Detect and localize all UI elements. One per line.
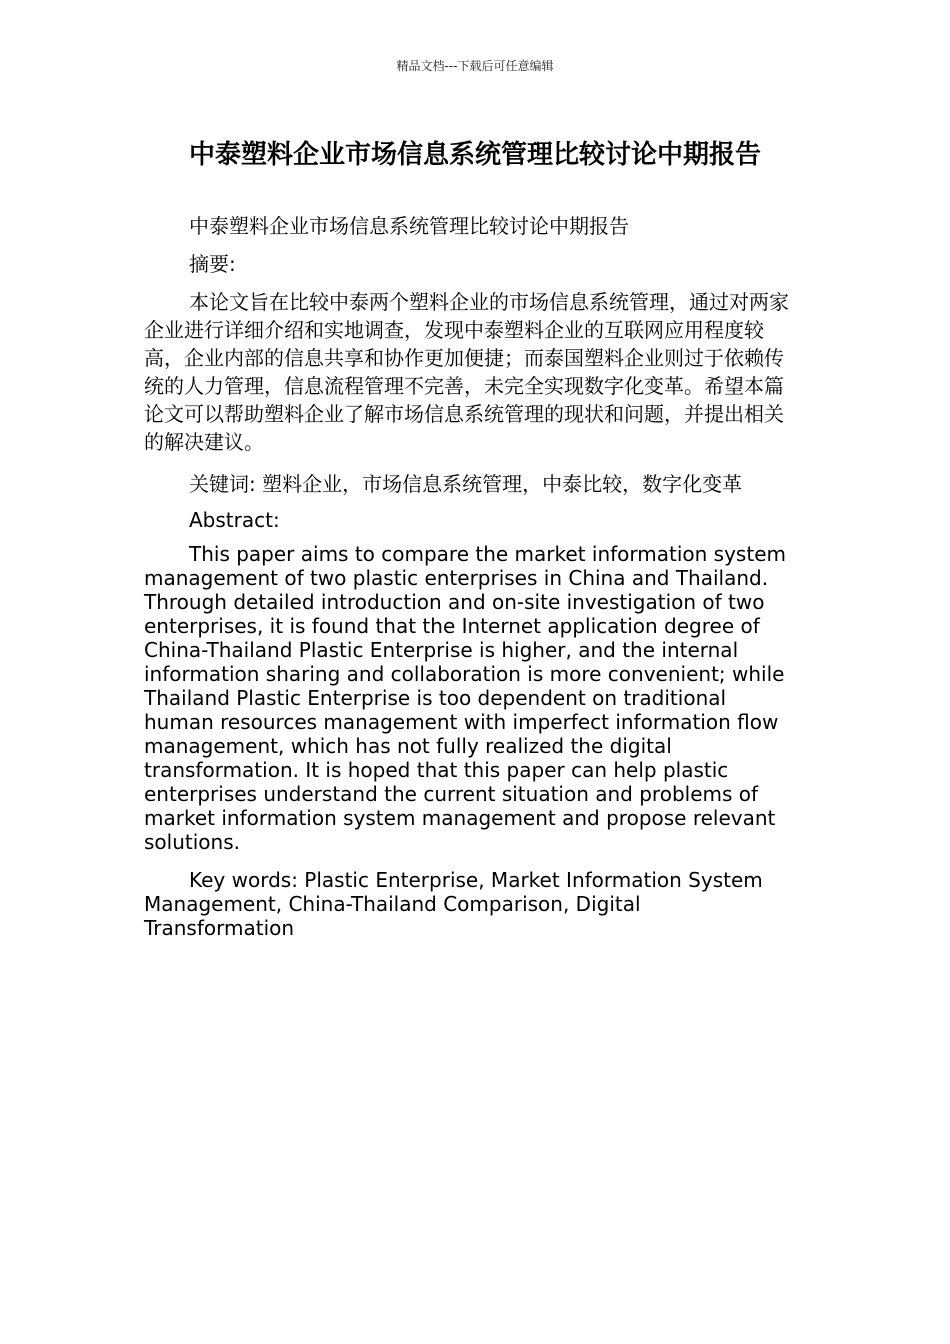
document-title: 中泰塑料企业市场信息系统管理比较讨论中期报告 [188,140,761,170]
document-body [144,212,796,954]
abstract-en-text: This paper aims to compare the market information system management of two plastic enterprises in China and Thailand. Through detailed introduction and on-site investigation of two enterprises, it is found that the Internet application degree of China-Thailand Plastic Enterprise is higher, and the internal information sharing and collaboration is more convenient; while Thailand Plastic Enterprise is too dependent on traditional human resources management with imperfect information flow management, which has not fully realized the digital transformation. It is hoped that this paper can help plastic enterprises understand the current situation and problems of market information system management and propose relevant solutions. [144,542,786,854]
abstract-cn-text: 本论文旨在比较中泰两个塑料企业的市场信息系统管理，通过对两家企业进行详细介绍和实地调查，发现中泰塑料企业的互联网应用程度较高，企业内部的信息共享和协作更加便捷；而泰国塑料企业则过于依赖传统的人力管理，信息流程管理不完善，未完全实现数字化变革。希望本篇论文可以帮助塑料企业了解市场信息系统管理的现状和问题，并提出相关的解决建议。 [144,290,789,454]
abstract-cn-heading: 摘要: [189,252,236,276]
abstract-en-heading: Abstract: [189,508,280,532]
keywords-en: Key words: Plastic Enterprise, Market Information System Management, China-Thailand Comparison, Digital Transformation [144,868,763,940]
keywords-cn: 关键词: 塑料企业，市场信息系统管理，中泰比较，数字化变革 [189,472,743,496]
document-subtitle: 中泰塑料企业市场信息系统管理比较讨论中期报告 [189,214,629,238]
header-note: 精品文档---下载后可任意编辑 [396,59,554,73]
